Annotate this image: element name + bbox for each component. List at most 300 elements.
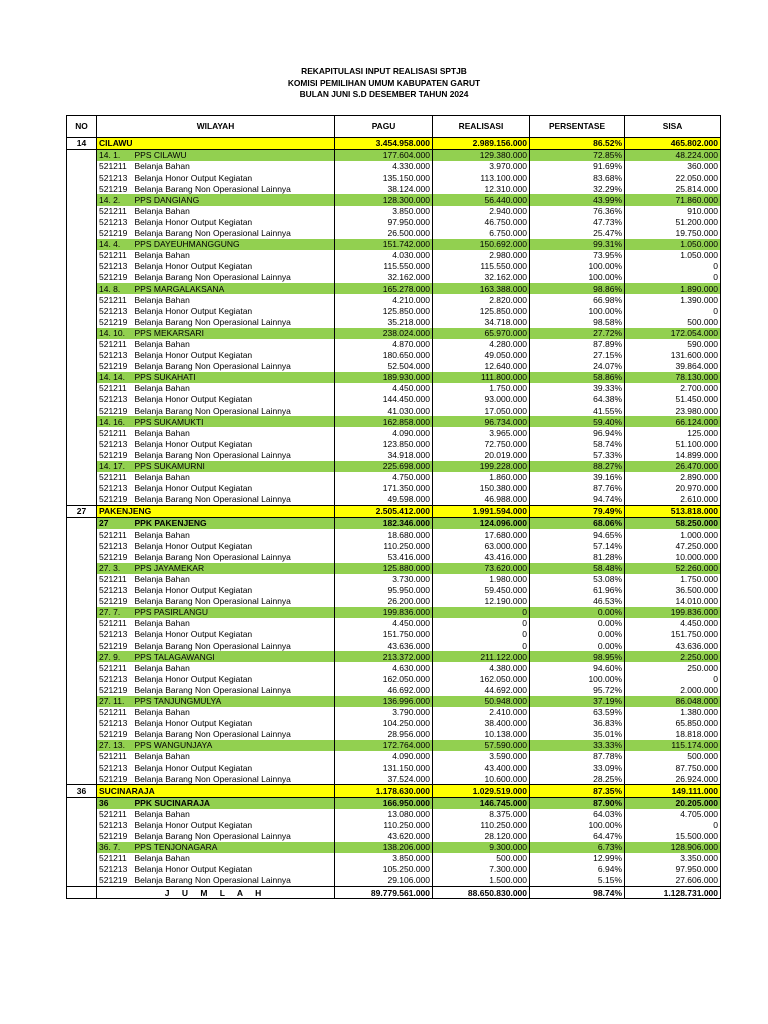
account-code: 521219 [97,361,133,372]
pagu-cell: 151.750.000 [335,629,433,640]
row-no-cell [67,405,97,416]
realisasi-cell: 125.850.000 [433,305,530,316]
subunit-row [67,563,721,574]
realisasi-cell: 56.440.000 [433,194,530,205]
persentase-cell: 24.07% [530,361,625,372]
account-row [67,751,721,762]
sisa-cell: 115.174.000 [625,740,721,751]
account-name: Belanja Barang Non Operasional Lainnya [133,228,335,239]
row-no-cell [67,350,97,361]
account-code: 521211 [97,472,133,483]
realisasi-cell: 500.000 [433,853,530,864]
account-row [67,729,721,740]
account-row [67,585,721,596]
pagu-cell: 166.950.000 [335,797,433,809]
subunit-row [67,797,721,809]
row-no-cell [67,183,97,194]
row-no-cell [67,283,97,294]
realisasi-cell: 12.310.000 [433,183,530,194]
persentase-cell: 25.47% [530,228,625,239]
sisa-cell: 51.450.000 [625,394,721,405]
subunit-name: PPS MEKARSARI [133,328,335,339]
subunit-name: PPK PAKENJENG [133,518,335,530]
account-name: Belanja Barang Non Operasional Lainnya [133,640,335,651]
subunit-name: PPS TANJUNGMULYA [133,696,335,707]
realisasi-cell: 28.120.000 [433,831,530,842]
account-code: 521211 [97,529,133,540]
account-name: Belanja Honor Output Kegiatan [133,350,335,361]
pagu-cell: 238.024.000 [335,328,433,339]
realisasi-cell: 0 [433,640,530,651]
subunit-code: 27. 3. [97,563,133,574]
pagu-cell: 123.850.000 [335,439,433,450]
row-no-cell [67,317,97,328]
row-no-cell [67,361,97,372]
pagu-cell: 125.850.000 [335,305,433,316]
account-code: 521219 [97,831,133,842]
account-name: Belanja Bahan [133,206,335,217]
realisasi-cell: 150.692.000 [433,239,530,250]
realisasi-cell: 199.228.000 [433,461,530,472]
account-name: Belanja Bahan [133,427,335,438]
row-no-cell [67,483,97,494]
persentase-cell: 39.33% [530,383,625,394]
region-name: PAKENJENG [97,506,335,518]
persentase-cell: 12.99% [530,853,625,864]
header-persentase: PERSENTASE [530,116,625,138]
pagu-cell: 38.124.000 [335,183,433,194]
subunit-code: 36. 7. [97,842,133,853]
pagu-cell: 172.764.000 [335,740,433,751]
row-no-cell [67,461,97,472]
sisa-cell: 14.899.000 [625,450,721,461]
persentase-cell: 96.94% [530,427,625,438]
subunit-name: PPS SUKAMURNI [133,461,335,472]
persentase-cell: 81.28% [530,551,625,562]
account-name: Belanja Bahan [133,339,335,350]
sisa-cell: 27.606.000 [625,875,721,887]
realisasi-cell: 12.640.000 [433,361,530,372]
row-no-cell [67,596,97,607]
realisasi-cell: 124.096.000 [433,518,530,530]
row-no-cell [67,328,97,339]
account-code: 521213 [97,820,133,831]
pagu-cell: 125.880.000 [335,563,433,574]
realisasi-cell: 2.410.000 [433,707,530,718]
realisasi-cell: 1.500.000 [433,875,530,887]
realisasi-cell: 162.050.000 [433,674,530,685]
sisa-cell: 500.000 [625,751,721,762]
realisasi-cell: 115.550.000 [433,261,530,272]
row-no-cell [67,239,97,250]
pagu-cell: 4.750.000 [335,472,433,483]
account-name: Belanja Honor Output Kegiatan [133,629,335,640]
subunit-code: 36 [97,797,133,809]
account-name: Belanja Barang Non Operasional Lainnya [133,596,335,607]
account-row [67,172,721,183]
account-code: 521213 [97,439,133,450]
row-no-cell [67,563,97,574]
pagu-cell: 53.416.000 [335,551,433,562]
sisa-cell: 2.250.000 [625,651,721,662]
account-row [67,551,721,562]
row-no-cell [67,494,97,506]
pagu-cell: 3.850.000 [335,206,433,217]
realisasi-cell: 43.416.000 [433,551,530,562]
pagu-cell: 49.598.000 [335,494,433,506]
subunit-row [67,239,721,250]
account-code: 521219 [97,729,133,740]
realisasi-cell: 10.600.000 [433,773,530,785]
persentase-cell: 47.73% [530,217,625,228]
pagu-cell: 136.996.000 [335,696,433,707]
realisasi-cell: 93.000.000 [433,394,530,405]
row-no-cell [67,651,97,662]
persentase-cell: 100.00% [530,305,625,316]
realisasi-cell: 1.860.000 [433,472,530,483]
pagu-cell: 13.080.000 [335,809,433,820]
account-row [67,662,721,673]
realisasi-cell: 43.400.000 [433,762,530,773]
account-row [67,529,721,540]
persentase-cell: 79.49% [530,506,625,518]
pagu-cell: 110.250.000 [335,540,433,551]
pagu-cell: 104.250.000 [335,718,433,729]
sisa-cell: 1.390.000 [625,294,721,305]
sisa-cell: 172.054.000 [625,328,721,339]
pagu-cell: 35.218.000 [335,317,433,328]
pagu-cell: 3.730.000 [335,574,433,585]
subunit-name: PPS PASIRLANGU [133,607,335,618]
subunit-code: 14. 14. [97,372,133,383]
sisa-cell: 128.906.000 [625,842,721,853]
account-name: Belanja Honor Output Kegiatan [133,305,335,316]
sisa-cell: 1.050.000 [625,239,721,250]
realisasi-cell: 2.820.000 [433,294,530,305]
account-name: Belanja Bahan [133,294,335,305]
account-row [67,294,721,305]
account-name: Belanja Bahan [133,383,335,394]
pagu-cell: 4.330.000 [335,161,433,172]
realisasi-cell: 17.050.000 [433,405,530,416]
realisasi-cell: 46.988.000 [433,494,530,506]
row-no-cell [67,383,97,394]
account-row [67,317,721,328]
account-code: 521219 [97,272,133,283]
account-code: 521219 [97,596,133,607]
row-no-cell [67,685,97,696]
account-row [67,305,721,316]
pagu-cell: 43.636.000 [335,640,433,651]
row-no-cell [67,809,97,820]
pagu-cell: 3.454.958.000 [335,138,433,150]
account-code: 521213 [97,350,133,361]
realisasi-cell: 1.980.000 [433,574,530,585]
account-code: 521211 [97,383,133,394]
sisa-cell: 149.111.000 [625,785,721,797]
pagu-cell: 4.090.000 [335,751,433,762]
persentase-cell: 64.38% [530,394,625,405]
row-no-cell [67,797,97,809]
row-no-cell [67,427,97,438]
account-row [67,853,721,864]
account-code: 521213 [97,585,133,596]
account-code: 521211 [97,339,133,350]
account-row [67,161,721,172]
region-no: 14 [67,138,97,150]
subunit-code: 27. 7. [97,607,133,618]
account-code: 521219 [97,773,133,785]
persentase-cell: 46.53% [530,596,625,607]
recap-table [66,115,721,899]
row-no-cell [67,551,97,562]
account-row [67,206,721,217]
account-code: 521213 [97,674,133,685]
realisasi-cell: 150.380.000 [433,483,530,494]
region-row [67,138,721,150]
row-no-cell [67,574,97,585]
sisa-cell: 590.000 [625,339,721,350]
sisa-cell: 2.700.000 [625,383,721,394]
account-code: 521213 [97,629,133,640]
account-row [67,361,721,372]
persentase-cell: 64.03% [530,809,625,820]
sisa-cell: 0 [625,261,721,272]
sisa-cell: 125.000 [625,427,721,438]
header-row [67,116,721,138]
sisa-cell: 0 [625,820,721,831]
account-row [67,494,721,506]
account-name: Belanja Honor Output Kegiatan [133,172,335,183]
pagu-cell: 34.918.000 [335,450,433,461]
persentase-cell: 59.40% [530,416,625,427]
total-row [67,887,721,899]
realisasi-cell: 8.375.000 [433,809,530,820]
pagu-cell: 97.950.000 [335,217,433,228]
row-no-cell [67,585,97,596]
realisasi-cell: 4.380.000 [433,662,530,673]
sisa-cell: 58.250.000 [625,518,721,530]
pagu-cell: 180.650.000 [335,350,433,361]
realisasi-cell: 3.590.000 [433,751,530,762]
sisa-cell: 131.600.000 [625,350,721,361]
account-row [67,685,721,696]
account-name: Belanja Honor Output Kegiatan [133,864,335,875]
realisasi-cell: 63.000.000 [433,540,530,551]
sisa-cell: 199.836.000 [625,607,721,618]
pagu-cell: 41.030.000 [335,405,433,416]
pagu-cell: 29.106.000 [335,875,433,887]
persentase-cell: 0.00% [530,607,625,618]
row-no-cell [67,228,97,239]
row-no-cell [67,820,97,831]
sisa-cell: 97.950.000 [625,864,721,875]
pagu-cell: 105.250.000 [335,864,433,875]
persentase-cell: 36.83% [530,718,625,729]
pagu-cell: 46.692.000 [335,685,433,696]
pagu-cell: 189.930.000 [335,372,433,383]
account-name: Belanja Bahan [133,618,335,629]
row-no-cell [67,751,97,762]
sisa-cell: 1.750.000 [625,574,721,585]
account-code: 521219 [97,640,133,651]
sisa-cell: 2.890.000 [625,472,721,483]
subunit-code: 14. 4. [97,239,133,250]
row-no-cell [67,853,97,864]
row-no-cell [67,729,97,740]
sisa-cell: 513.818.000 [625,506,721,518]
realisasi-cell: 20.019.000 [433,450,530,461]
row-no-cell [67,394,97,405]
subunit-name: PPS SUKAHATI [133,372,335,383]
subunit-row [67,651,721,662]
sisa-cell: 43.636.000 [625,640,721,651]
account-row [67,718,721,729]
header-pagu: PAGU [335,116,433,138]
region-row [67,785,721,797]
row-no-cell [67,206,97,217]
subunit-row [67,150,721,162]
persentase-cell: 94.65% [530,529,625,540]
pagu-cell: 26.500.000 [335,228,433,239]
persentase-cell: 63.59% [530,707,625,718]
row-no-cell [67,161,97,172]
pagu-cell: 95.950.000 [335,585,433,596]
row-no-cell [67,629,97,640]
sisa-cell: 87.750.000 [625,762,721,773]
account-code: 521213 [97,261,133,272]
account-row [67,618,721,629]
sisa-cell: 1.050.000 [625,250,721,261]
sisa-cell: 3.350.000 [625,853,721,864]
row-no-cell [67,261,97,272]
pagu-cell: 4.090.000 [335,427,433,438]
realisasi-cell: 7.300.000 [433,864,530,875]
pagu-cell: 162.050.000 [335,674,433,685]
subunit-name: PPS WANGUNJAYA [133,740,335,751]
realisasi-cell: 96.734.000 [433,416,530,427]
persentase-cell: 87.89% [530,339,625,350]
persentase-cell: 100.00% [530,674,625,685]
pagu-cell: 182.346.000 [335,518,433,530]
realisasi-cell: 38.400.000 [433,718,530,729]
persentase-cell: 43.99% [530,194,625,205]
row-no-cell [67,217,97,228]
pagu-cell: 3.850.000 [335,853,433,864]
row-no-cell [67,740,97,751]
pagu-cell: 131.150.000 [335,762,433,773]
sisa-cell: 465.802.000 [625,138,721,150]
persentase-cell: 28.25% [530,773,625,785]
region-no: 36 [67,785,97,797]
persentase-cell: 100.00% [530,261,625,272]
realisasi-cell: 50.948.000 [433,696,530,707]
account-name: Belanja Honor Output Kegiatan [133,439,335,450]
account-row [67,439,721,450]
sisa-cell: 48.224.000 [625,150,721,162]
pagu-cell: 37.524.000 [335,773,433,785]
account-row [67,272,721,283]
sisa-cell: 10.000.000 [625,551,721,562]
pagu-cell: 32.162.000 [335,272,433,283]
realisasi-cell: 59.450.000 [433,585,530,596]
sisa-cell: 4.705.000 [625,809,721,820]
row-no-cell [67,172,97,183]
account-name: Belanja Honor Output Kegiatan [133,762,335,773]
account-name: Belanja Bahan [133,751,335,762]
persentase-cell: 86.52% [530,138,625,150]
account-name: Belanja Bahan [133,574,335,585]
sisa-cell: 360.000 [625,161,721,172]
subunit-name: PPS JAYAMEKAR [133,563,335,574]
row-no-cell [67,450,97,461]
account-name: Belanja Bahan [133,529,335,540]
subunit-row [67,372,721,383]
persentase-cell: 87.76% [530,483,625,494]
sisa-cell: 0 [625,272,721,283]
account-row [67,762,721,773]
subunit-code: 14. 16. [97,416,133,427]
sisa-cell: 23.980.000 [625,405,721,416]
account-row [67,707,721,718]
realisasi-cell: 73.620.000 [433,563,530,574]
account-code: 521211 [97,250,133,261]
account-code: 521211 [97,294,133,305]
realisasi-cell: 211.122.000 [433,651,530,662]
subunit-row [67,416,721,427]
persentase-cell: 99.31% [530,239,625,250]
row-no-cell [67,305,97,316]
title-line-3: BULAN JUNI S.D DESEMBER TAHUN 2024 [299,89,469,99]
pagu-cell: 4.210.000 [335,294,433,305]
account-name: Belanja Bahan [133,662,335,673]
persentase-cell: 95.72% [530,685,625,696]
pagu-cell: 138.206.000 [335,842,433,853]
persentase-cell: 91.69% [530,161,625,172]
account-row [67,809,721,820]
account-code: 521219 [97,875,133,887]
pagu-cell: 128.300.000 [335,194,433,205]
row-no-cell [67,607,97,618]
account-name: Belanja Barang Non Operasional Lainnya [133,494,335,506]
persentase-cell: 6.94% [530,864,625,875]
account-name: Belanja Honor Output Kegiatan [133,540,335,551]
pagu-cell: 199.836.000 [335,607,433,618]
realisasi-cell: 1.991.594.000 [433,506,530,518]
account-row [67,405,721,416]
pagu-cell: 4.030.000 [335,250,433,261]
sisa-cell: 66.124.000 [625,416,721,427]
realisasi-cell: 0 [433,607,530,618]
account-name: Belanja Honor Output Kegiatan [133,585,335,596]
region-name: SUCINARAJA [97,785,335,797]
total-realisasi: 88.650.830.000 [433,887,530,899]
persentase-cell: 88.27% [530,461,625,472]
account-code: 521219 [97,405,133,416]
subunit-name: PPS DAYEUHMANGGUNG [133,239,335,250]
persentase-cell: 0.00% [530,640,625,651]
persentase-cell: 73.95% [530,250,625,261]
account-row [67,383,721,394]
pagu-cell: 2.505.412.000 [335,506,433,518]
sisa-cell: 25.814.000 [625,183,721,194]
account-name: Belanja Honor Output Kegiatan [133,394,335,405]
realisasi-cell: 9.300.000 [433,842,530,853]
account-name: Belanja Honor Output Kegiatan [133,820,335,831]
account-row [67,261,721,272]
account-row [67,450,721,461]
persentase-cell: 58.48% [530,563,625,574]
